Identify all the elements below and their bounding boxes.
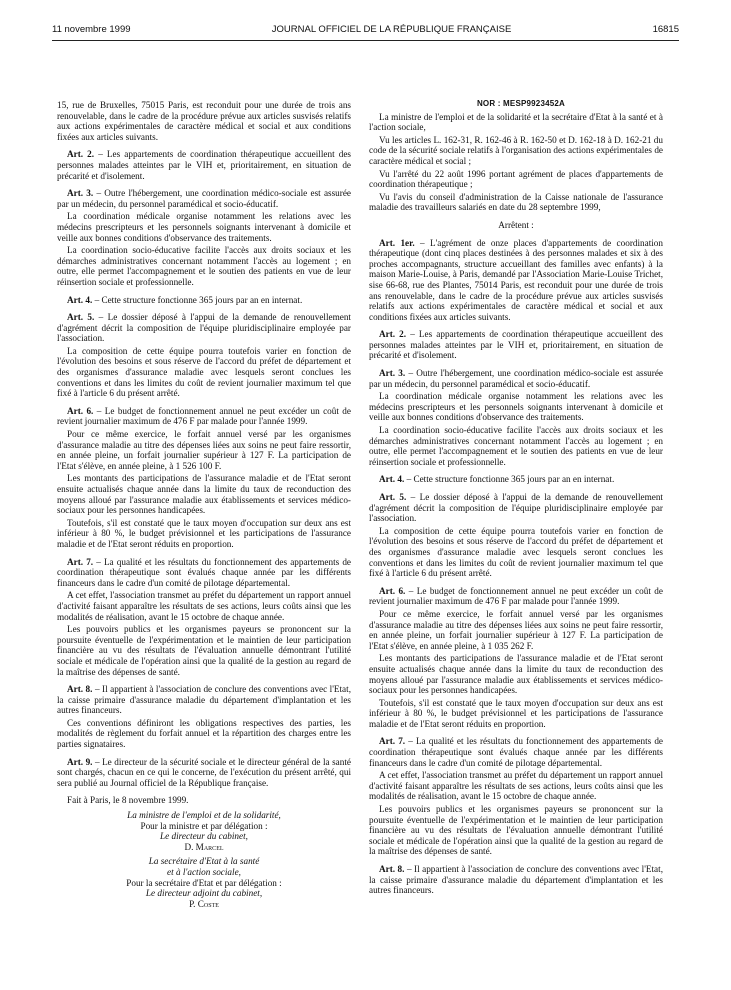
- delegation-line: Pour la ministre et par délégation :: [140, 820, 268, 831]
- article-text: – La qualité et les résultats du fonctionnement des appartements de coordination thérapeutique sont évalués chaque année par les différents financeurs dans le cadre d'un comité de pilotage départemental.: [57, 556, 351, 588]
- delegation-line: Pour la secrétaire d'Etat et par délégation :: [126, 877, 282, 888]
- article-paragraph: Les pouvoirs publics et les organismes payeurs se prononcent sur la poursuite éventuelle de l'expérimentation et le maintien de leur participation financière au vu des résultats de l'évaluation annuelle démontrant l'utilité sociale et médicale de l'opération ainsi que la qualité de la gestion au regard de la maîtrise des dépenses de santé.: [57, 624, 351, 677]
- article-1: [369, 238, 663, 323]
- article-text: – Il appartient à l'association de conclure des conventions avec l'Etat, la caisse primaire d'assurance maladie du département d'implantation et les autres financeurs.: [369, 864, 663, 896]
- article-2: [369, 329, 663, 361]
- article-text: – Outre l'hébergement, une coordination médico-sociale est assurée par un médecin, du personnel paramédical et socio-éducatif.: [369, 368, 663, 389]
- page-header: [52, 24, 679, 40]
- article-3: [369, 368, 663, 389]
- article-paragraph: Pour ce même exercice, le forfait annuel versé par les organismes d'assurance maladie au titre des dépenses liées aux soins ne peut faire ressortir, en année pleine, un forfait journalier supérieur à 127 F. La participation de l'Etat s'élève, en année pleine, à 1 526 100 F.: [57, 429, 351, 471]
- signatory-title: et à l'action sociale,: [167, 867, 241, 877]
- article-paragraph: La coordination socio-éducative facilite l'accès aux droits sociaux et les démarches administratives concernant notamment l'accès au logement ; en outre, elle permet l'accompagnement et le soutien des patients en vue de leur réinsertion sociale et professionnelle.: [369, 425, 663, 467]
- article-paragraph: Les pouvoirs publics et les organismes payeurs se prononcent sur la poursuite éventuelle de l'expérimentation et le maintien de leur participation financière au vu des résultats de l'évaluation annuelle démontrant l'utilité sociale et médicale de l'opération ainsi que la qualité de la gestion au regard de la maîtrise des dépenses de santé.: [369, 804, 663, 857]
- preamble-paragraph: Vu l'avis du conseil d'administration de la Caisse nationale de l'assurance maladie des travailleurs salariés en date du 28 septembre 1999,: [369, 191, 663, 213]
- article-paragraph: Toutefois, s'il est constaté que le taux moyen d'occupation sur deux ans est inférieur à 80 %, le budget prévisionnel et les participations de l'assurance maladie et de l'Etat seront réduits en proportion.: [57, 517, 351, 549]
- article-label: Art. 2.: [379, 329, 407, 340]
- article-paragraph: Les montants des participations de l'assurance maladie et de l'Etat seront ensuite actualisés chaque année dans la limite du taux de reconduction des moyens alloué par l'assurance maladie aux établissements et services médico-sociaux pour les personnes handicapées.: [369, 653, 663, 696]
- article-text: – Cette structure fonctionne 365 jours par an en internat.: [404, 474, 615, 485]
- article-text: – Le budget de fonctionnement annuel ne peut excéder un coût de revient journalier maximum de 476 F par malade pour l'année 1999.: [57, 405, 351, 427]
- article-7: [369, 736, 663, 768]
- article-text: – Le dossier déposé à l'appui de la demande de renouvellement d'agrément décrit la composition de l'équipe pluridisciplinaire employée par l'association.: [369, 492, 663, 524]
- article-paragraph: La composition de cette équipe pourra toutefois varier en fonction de l'évolution des besoins et sous réserve de l'accord du préfet de département et des organismes d'assurance maladie avec lesquels seront conclues les conventions et dans les limites du coût de revient journalier maximum tel que fixé à l'article 6 du présent arrêté.: [57, 345, 351, 399]
- article-label: Art. 8.: [67, 684, 93, 695]
- signatory-title: La secrétaire d'Etat à la santé: [148, 856, 260, 867]
- article-paragraph: Toutefois, s'il est constaté que le taux moyen d'occupation sur deux ans est inférieur à 80 %, le budget prévisionnel et les participations de l'assurance maladie et de l'Etat seront réduits en proportion.: [369, 697, 663, 729]
- article-8: [369, 864, 663, 896]
- signatory-role: Le directeur du cabinet,: [160, 831, 248, 842]
- header-page-number: 16815: [652, 24, 679, 35]
- article-6: [369, 586, 663, 607]
- article-2: [57, 149, 351, 181]
- article-text: – Les appartements de coordination thérapeutique accueillent des personnes malades atteintes par le VIH et, prioritairement, en situation de précarité et d'isolement.: [57, 149, 351, 181]
- header-divider: [52, 40, 679, 41]
- article-label: Art. 2.: [67, 149, 95, 160]
- article-label: Art. 5.: [67, 312, 95, 323]
- article-label: Art. 1er.: [379, 237, 415, 248]
- article-4: [369, 474, 663, 485]
- article-text: – Cette structure fonctionne 365 jours par an en internat.: [92, 294, 303, 305]
- signatory-name: P. Coste: [189, 898, 219, 909]
- intro-paragraph: 15, rue de Bruxelles, 75015 Paris, est reconduit pour une durée de trois ans renouvelable, dans le cadre de la procédure prévue aux articles susvisés relatifs aux actions expérimentales de caractère médical et social et aux conditions fixées aux articles suivants.: [57, 100, 351, 142]
- article-5: [369, 492, 663, 524]
- signature-block-minister: [57, 810, 351, 852]
- article-label: Art. 8.: [379, 864, 405, 874]
- nor-reference: NOR : MESP9923452A: [476, 99, 566, 108]
- article-5: [57, 312, 351, 344]
- right-column: [369, 99, 663, 898]
- article-text: – Les appartements de coordination thérapeutique accueillent des personnes malades atteintes par le VIH et, prioritairement, en situation de précarité et d'isolement.: [369, 329, 663, 361]
- preamble-paragraph: Vu les articles L. 162-31, R. 162-46 à R. 162-50 et D. 162-18 à D. 162-21 du code de la sécurité sociale relatifs à l'organisation des actions expérimentales de caractère médical et social ;: [369, 134, 663, 166]
- article-6: [57, 406, 351, 427]
- arretent-heading: Arrêtent :: [498, 219, 534, 230]
- signatory-role: Le directeur adjoint du cabinet,: [145, 888, 263, 899]
- article-paragraph: Les montants des participations de l'assurance maladie et de l'Etat seront ensuite actualisés chaque année dans la limite du taux de reconduction des moyens alloué par l'assurance maladie aux établissements et services médico-sociaux pour les personnes handicapées.: [57, 473, 351, 516]
- article-text: – La qualité et les résultats du fonctionnement des appartements de coordination thérapeutique sont évalués chaque année par les différents financeurs dans le cadre d'un comité de pilotage départemental.: [369, 736, 663, 768]
- article-paragraph: A cet effet, l'association transmet au préfet du département un rapport annuel d'activité faisant apparaître les résultats de ses actions, leurs coûts ainsi que les modalités de réalisation, avant le 15 octobre de chaque année.: [369, 770, 663, 802]
- article-7: [57, 557, 351, 589]
- article-text: – Le directeur de la sécurité sociale et le directeur général de la santé sont chargés, chacun en ce qui le concerne, de l'exécution du présent arrêté, qui sera publié au Journal officiel de la République française.: [57, 756, 351, 788]
- article-text: – Il appartient à l'association de conclure des conventions avec l'Etat, la caisse primaire d'assurance maladie du département d'implantation et les autres financeurs.: [57, 684, 351, 716]
- article-label: Art. 6.: [379, 585, 406, 596]
- article-paragraph: La coordination médicale organise notamment les relations avec les médecins prescripteurs et les personnels soignants intervenant à domicile et veille aux bonnes conditions d'observance des traitements.: [369, 391, 663, 423]
- article-label: Art. 4.: [379, 474, 405, 485]
- article-paragraph: Pour ce même exercice, le forfait annuel versé par les organismes d'assurance maladie au titre des dépenses liées aux soins ne peut faire ressortir, en année pleine, un forfait journalier supérieur à 127 F. La participation de l'Etat s'élève, en année pleine, à 1 035 262 F.: [369, 608, 663, 651]
- header-date: 11 novembre 1999: [52, 24, 131, 35]
- article-text: – L'agrément de onze places d'appartements de coordination thérapeutique (dont cinq places destinées à des personnes malades et six à des proches accompagnants, structure accueillant des familles avec enfants) à la maison Marie-Louise, à Paris, demandé par l'Association Marie-Louise Trichet, sise 66-68, rue des Plantes, 75014 Paris, est reconduit pour une durée de trois ans renouvelable, dans le cadre de la procédure prévue aux articles susvisés relatifs aux actions expérimentales de caractère médical et social et aux conditions fixées aux articles suivants.: [369, 237, 663, 322]
- article-paragraph: La coordination socio-éducative facilite l'accès aux droits sociaux et les démarches administratives concernant notamment l'accès au logement ; en outre, elle permet l'accompagnement et le soutien des patients en vue de leur réinsertion sociale et professionnelle.: [57, 245, 351, 287]
- article-paragraph: Ces conventions définiront les obligations respectives des parties, les modalités de règlement du forfait annuel et la répartition des charges entre les parties signataires.: [57, 717, 351, 750]
- article-paragraph: A cet effet, l'association transmet au préfet du département un rapport annuel d'activité faisant apparaître les résultats de ses actions, leurs coûts ainsi que les modalités de réalisation, avant le 15 octobre de chaque année.: [57, 590, 351, 622]
- preamble-paragraph: Vu l'arrêté du 22 août 1996 portant agrément de places d'appartements de coordination thérapeutique ;: [369, 168, 663, 190]
- article-paragraph: La coordination médicale organise notamment les relations avec les médecins prescripteurs et les personnels soignants intervenant à domicile et veille aux bonnes conditions d'observance des traitements.: [57, 211, 351, 243]
- article-paragraph: La composition de cette équipe pourra toutefois varier en fonction de l'évolution des besoins et sous réserve de l'accord du préfet de département et des organismes d'assurance maladie avec lesquels seront conclues les conventions et dans les limites du coût de revient journalier maximum tel que fixé à l'article 6 du présent arrêté.: [369, 525, 663, 579]
- done-at-line: Fait à Paris, le 8 novembre 1999.: [67, 795, 189, 806]
- article-text: – Le dossier déposé à l'appui de la demande de renouvellement d'agrément décrit la composition de l'équipe pluridisciplinaire employée par l'association.: [57, 312, 351, 344]
- signatory-title: La ministre de l'emploi et de la solidarité,: [127, 810, 281, 821]
- article-8: [57, 684, 351, 716]
- article-4: [57, 295, 351, 306]
- article-3: [57, 188, 351, 209]
- header-journal-title: JOURNAL OFFICIEL DE LA RÉPUBLIQUE FRANÇAISE: [271, 24, 512, 35]
- article-text: – Outre l'hébergement, une coordination médico-sociale est assurée par un médecin, du personnel paramédical et socio-éducatif.: [57, 188, 351, 209]
- article-label: Art. 4.: [67, 294, 93, 305]
- signature-block-secretary: [57, 856, 351, 909]
- left-column: [57, 100, 351, 909]
- article-text: – Le budget de fonctionnement annuel ne peut excéder un coût de revient journalier maximum de 476 F par malade pour l'année 1999.: [369, 585, 663, 607]
- preamble-paragraph: La ministre de l'emploi et de la solidarité et la secrétaire d'Etat à la santé et à l'action sociale,: [369, 111, 663, 133]
- signatory-name: D. Marcel: [184, 841, 224, 852]
- article-label: Art. 7.: [379, 736, 406, 747]
- article-label: Art. 3.: [379, 368, 406, 379]
- article-label: Art. 9.: [67, 756, 93, 767]
- article-label: Art. 5.: [379, 492, 407, 502]
- article-9: [57, 757, 351, 789]
- article-label: Art. 7.: [67, 556, 94, 567]
- article-label: Art. 3.: [67, 188, 94, 199]
- article-label: Art. 6.: [67, 405, 94, 416]
